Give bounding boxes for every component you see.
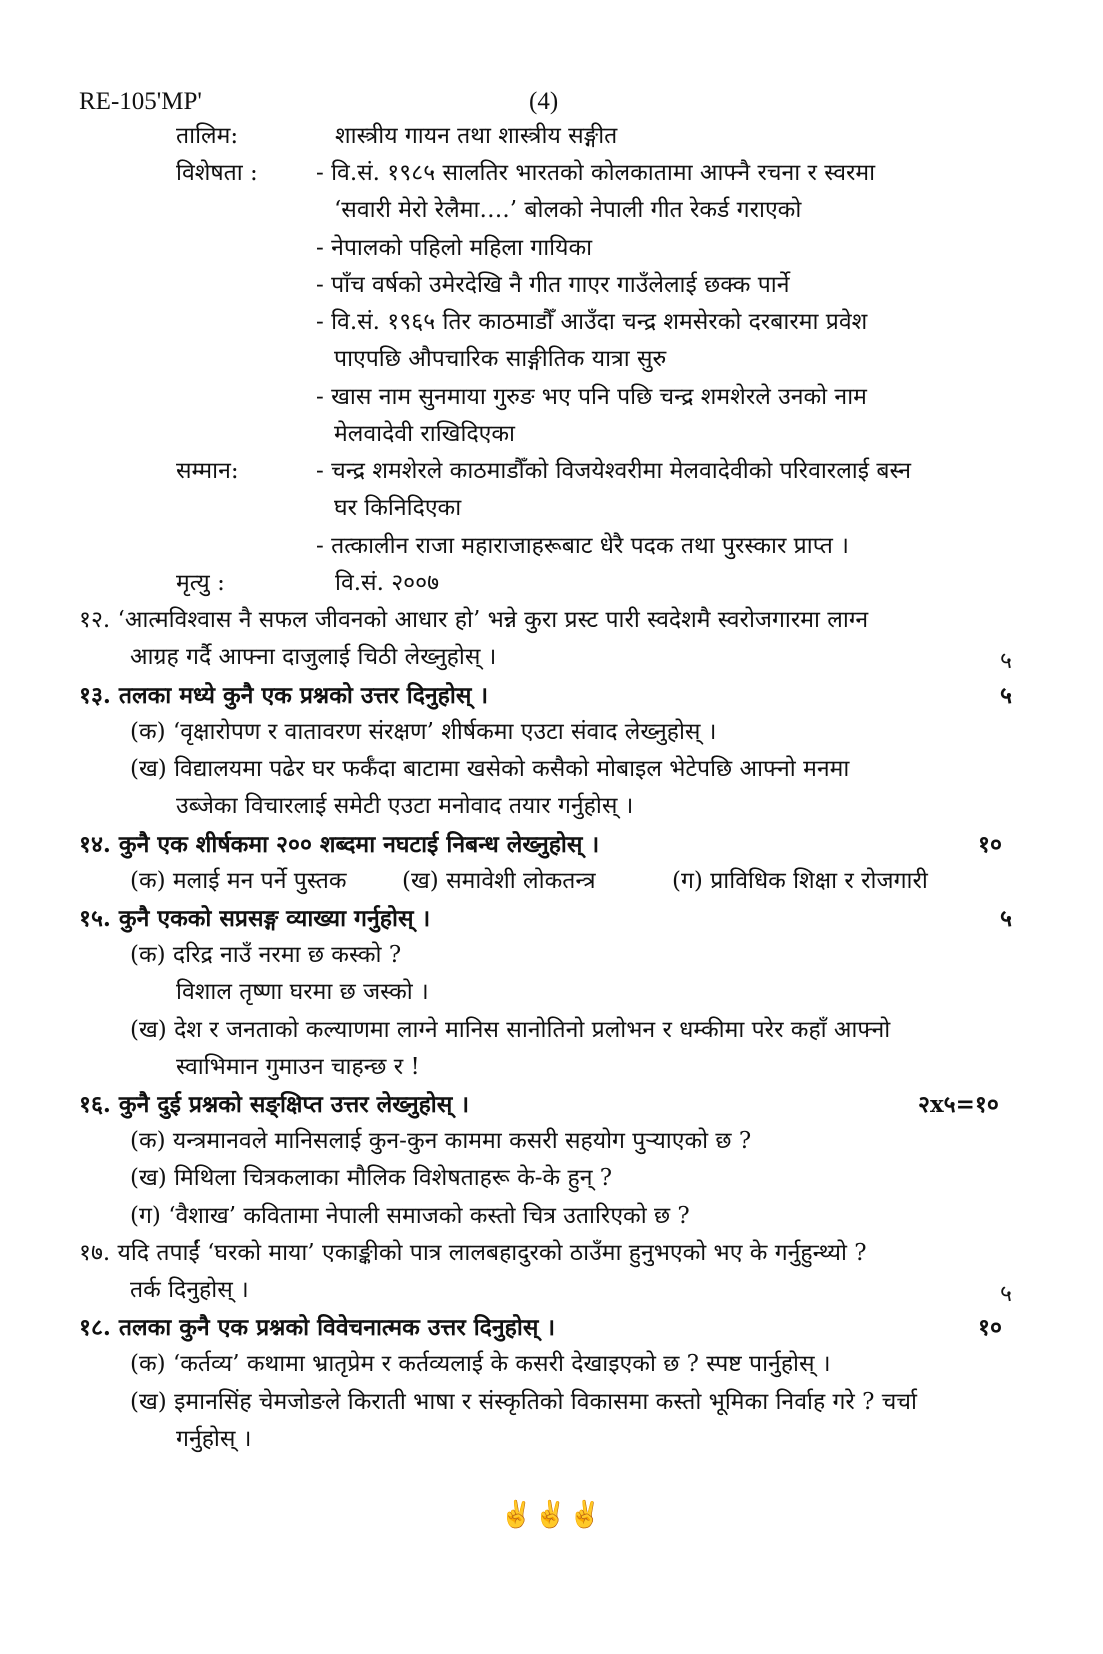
honor-label: सम्मान: (176, 458, 239, 484)
q16-option: (ख) मिथिला चित्रकलाका मौलिक विशेषताहरू के-के हुन् ? (130, 1165, 613, 1191)
feature-line: - वि.सं. १९६५ तिर काठमाडौँ आउँदा चन्द्र शमसेरको दरबारमा प्रवेश (316, 309, 868, 335)
page-number: (4) (529, 88, 559, 115)
paper-code: RE-105'MP' (79, 88, 202, 115)
honor-line: - तत्कालीन राजा महाराजाहरूबाट धेरै पदक तथा पुरस्कार प्राप्त । (316, 533, 849, 559)
q15-option: (क) दरिद्र नाउँ नरमा छ कस्को ? (130, 942, 402, 968)
q13-title: १३. तलका मध्ये कुनै एक प्रश्नको उत्तर दिनुहोस् । (79, 682, 489, 709)
q14-option: (ख) समावेशी लोकतन्त्र (402, 868, 596, 894)
q14-option: (ग) प्राविधिक शिक्षा र रोजगारी (672, 868, 928, 894)
honor-line: घर किनिदिएका (334, 495, 462, 521)
q16-option: (ग) ‘वैशाख’ कवितामा नेपाली समाजको कस्तो चित्र उतारिएको छ ? (130, 1203, 690, 1229)
q17-line: तर्क दिनुहोस् । (130, 1277, 249, 1303)
death-label: मृत्यु : (176, 570, 225, 596)
q17-line: १७. यदि तपाईं ‘घरको माया’ एकाङ्कीको पात्र लालबहादुरको ठाउँमा हुनुभएको भए के गर्नुहुन्थ्यो ? (79, 1240, 867, 1266)
end-mark-icon: ✌✌✌ (500, 1500, 604, 1530)
q18-title: १८. तलका कुनै एक प्रश्नको विवेचनात्मक उत्तर दिनुहोस् । (79, 1314, 556, 1341)
q18-option: (क) ‘कर्तव्य’ कथामा भ्रातृप्रेम र कर्तव्यलाई के कसरी देखाइएको छ ? स्पष्ट पार्नुहोस् । (130, 1351, 831, 1377)
honor-line: - चन्द्र शमशेरले काठमाडौँको विजयेश्वरीमा मेलवादेवीको परिवारलाई बस्न (316, 458, 912, 484)
feature-line: - पाँच वर्षको उमेरदेखि नै गीत गाएर गाउँलेलाई छक्क पार्ने (316, 272, 790, 298)
q15-option: (ख) देश र जनताको कल्याणमा लाग्ने मानिस सानोतिनो प्रलोभन र धम्कीमा परेर कहाँ आफ्नो (130, 1017, 891, 1043)
feature-line: - नेपालको पहिलो महिला गायिका (316, 235, 593, 261)
q15-option: स्वाभिमान गुमाउन चाहन्छ र ! (176, 1054, 420, 1080)
feature-line: पाएपछि औपचारिक साङ्गीतिक यात्रा सुरु (334, 346, 667, 372)
training-value: शास्त्रीय गायन तथा शास्त्रीय सङ्गीत (335, 123, 618, 149)
q14-option: (क) मलाई मन पर्ने पुस्तक (130, 868, 347, 894)
q14-marks: १० (978, 831, 1002, 858)
feature-line: - वि.सं. १९८५ सालतिर भारतको कोलकातामा आफ्नै रचना र स्वरमा (316, 160, 876, 186)
q15-marks: ५ (1000, 905, 1012, 932)
q13-option: (क) ‘वृक्षारोपण र वातावरण संरक्षण’ शीर्षकमा एउटा संवाद लेख्नुहोस् । (130, 719, 717, 745)
q13-option: (ख) विद्यालयमा पढेर घर फर्कँदा बाटामा खसेको कसैको मोबाइल भेटेपछि आफ्नो मनमा (130, 756, 850, 782)
death-value: वि.सं. २००७ (335, 570, 440, 596)
q16-marks: २x५=१० (918, 1091, 999, 1118)
training-label: तालिम: (176, 123, 239, 149)
q12-line: आग्रह गर्दै आफ्ना दाजुलाई चिठी लेख्नुहोस् । (130, 644, 497, 670)
q15-option: विशाल तृष्णा घरमा छ जस्को । (176, 979, 429, 1005)
q15-title: १५. कुनै एकको सप्रसङ्ग व्याख्या गर्नुहोस् । (79, 905, 431, 932)
q16-title: १६. कुनै दुई प्रश्नको सङ्क्षिप्त उत्तर लेख्नुहोस् । (79, 1091, 470, 1118)
features-label: विशेषता : (176, 160, 258, 186)
q13-marks: ५ (1000, 682, 1012, 709)
feature-line: ‘सवारी मेरो रेलैमा….’ बोलको नेपाली गीत रेकर्ड गराएको (334, 197, 802, 223)
q18-option: गर्नुहोस् । (176, 1426, 252, 1452)
q12-marks: ५ (1000, 648, 1012, 674)
q18-option: (ख) इमानसिंह चेमजोङले किराती भाषा र संस्कृतिको विकासमा कस्तो भूमिका निर्वाह गरे ? चर्चा (130, 1389, 917, 1415)
q12-line: १२. ‘आत्मविश्वास नै सफल जीवनको आधार हो’ भन्ने कुरा प्रस्ट पारी स्वदेशमै स्वरोजगारमा लाग्न (79, 607, 869, 633)
q14-title: १४. कुनै एक शीर्षकमा २०० शब्दमा नघटाई निबन्ध लेख्नुहोस् । (79, 831, 600, 858)
q16-option: (क) यन्त्रमानवले मानिसलाई कुन-कुन काममा कसरी सहयोग पुऱ्याएको छ ? (130, 1128, 752, 1154)
q17-marks: ५ (1000, 1281, 1012, 1307)
feature-line: मेलवादेवी राखिदिएका (334, 421, 516, 447)
feature-line: - खास नाम सुनमाया गुरुङ भए पनि पछि चन्द्र शमशेरले उनको नाम (316, 384, 867, 410)
q13-option: उब्जेका विचारलाई समेटी एउटा मनोवाद तयार गर्नुहोस् । (176, 793, 634, 819)
q18-marks: १० (978, 1314, 1002, 1341)
